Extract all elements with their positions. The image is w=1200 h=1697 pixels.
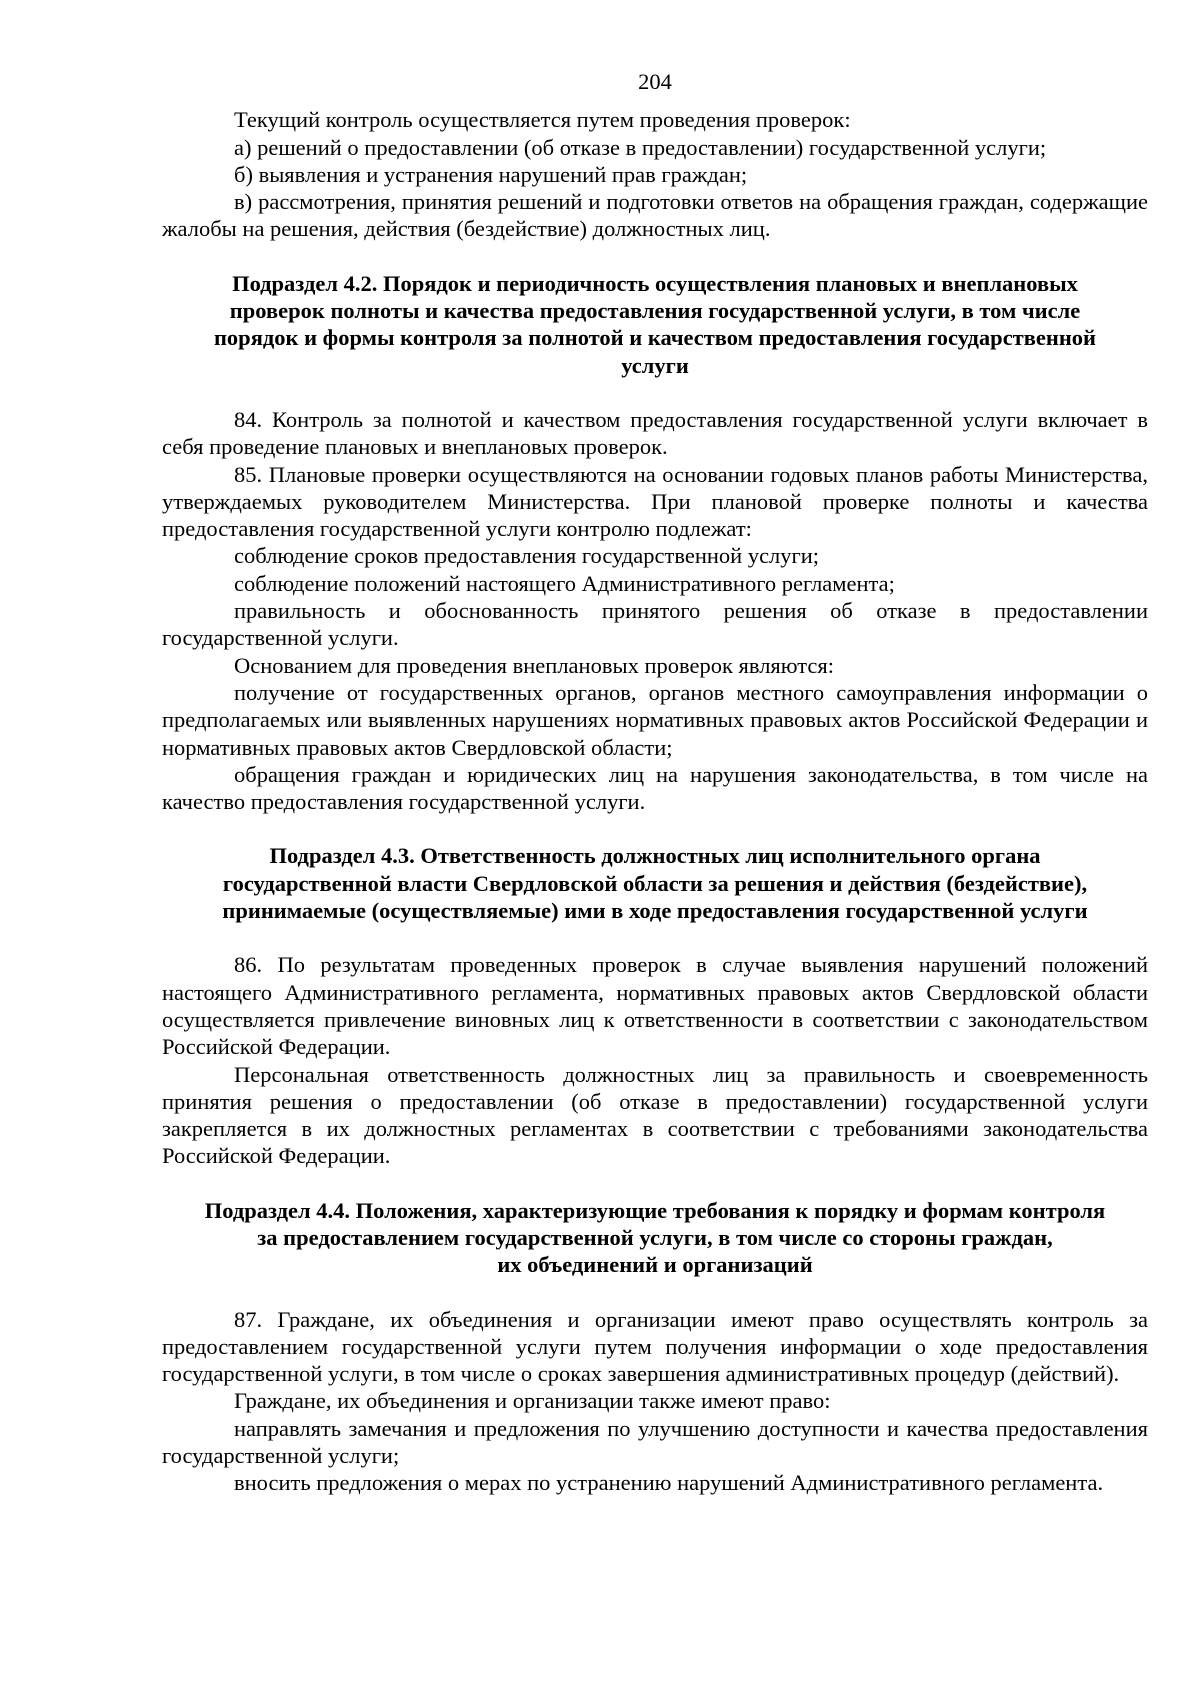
paragraph: 84. Контроль за полнотой и качеством предоставления государственной услуги включает в себя проведение плановых и внеплановых проверок. bbox=[162, 406, 1148, 460]
section-body-4-3 bbox=[162, 951, 1148, 1169]
paragraph: Основанием для проведения внеплановых проверок являются: bbox=[234, 652, 834, 678]
document-page bbox=[162, 68, 1148, 1497]
paragraph: Текущий контроль осуществляется путем проведения проверок: bbox=[234, 107, 851, 133]
heading-line: Подраздел 4.2. Порядок и периодичность осуществления плановых и внеплановых bbox=[232, 270, 1078, 296]
section-body-4-4 bbox=[162, 1306, 1148, 1497]
heading-line: за предоставлением государственной услуги, в том числе со стороны граждан, bbox=[257, 1224, 1053, 1250]
section-heading-4-2 bbox=[162, 270, 1148, 379]
paragraph: 86. По результатам проведенных проверок в случае выявления нарушений положений настоящего Административного регламента, нормативных правовых актов Свердловской области осуществляется привлечение виновных лиц к ответственности в соответствии с законодательством Российской Федерации. bbox=[162, 952, 1148, 1060]
paragraph: Граждане, их объединения и организации также имеют право: bbox=[234, 1388, 831, 1414]
section-heading-4-3 bbox=[162, 842, 1148, 924]
paragraph: вносить предложения о мерах по устранению нарушений Административного регламента. bbox=[234, 1470, 1104, 1496]
paragraph: б) выявления и устранения нарушений прав граждан; bbox=[234, 161, 748, 187]
heading-line: принимаемые (осуществляемые) ими в ходе предоставления государственной услуги bbox=[222, 898, 1088, 924]
paragraph: а) решений о предоставлении (об отказе в предоставлении) государственной услуги; bbox=[234, 134, 1047, 160]
heading-line: порядок и формы контроля за полнотой и качеством предоставления государственной bbox=[213, 325, 1097, 351]
paragraph: Персональная ответственность должностных лиц за правильность и своевременность принятия решения о предоставлении (об отказе в предоставлении) государственной услуги закрепляется в их должностных регламентах в соответствии с требованиями законодательства Российской Федерации. bbox=[162, 1061, 1148, 1169]
paragraph: получение от государственных органов, органов местного самоуправления информации о предполагаемых или выявленных нарушениях нормативных правовых актов Российской Федерации и нормативных правовых актов Свердловской области; bbox=[162, 679, 1148, 760]
paragraph: направлять замечания и предложения по улучшению доступности и качества предоставления государственной услуги; bbox=[162, 1415, 1148, 1469]
paragraph: обращения граждан и юридических лиц на нарушения законодательства, в том числе на качество предоставления государственной услуги. bbox=[162, 761, 1148, 815]
paragraph: правильность и обоснованность принятого решения об отказе в предоставлении государственной услуги. bbox=[162, 598, 1148, 651]
page-number: 204 bbox=[638, 69, 672, 94]
heading-line: государственной власти Свердловской области за решения и действия (бездействие), bbox=[222, 870, 1088, 896]
heading-line: проверок полноты и качества предоставления государственной услуги, в том числе bbox=[229, 298, 1081, 324]
paragraph: соблюдение сроков предоставления государственной услуги; bbox=[234, 543, 820, 569]
paragraph: 85. Плановые проверки осуществляются на основании годовых планов работы Министерства, утверждаемых руководителем Министерства. При плановой проверке полноты и качества предоставления государственной услуги контролю подлежат: bbox=[162, 461, 1148, 542]
paragraph: в) рассмотрения, принятия решений и подготовки ответов на обращения граждан, содержащие жалобы на решения, действия (бездействие) должностных лиц. bbox=[162, 189, 1148, 242]
heading-line: Подраздел 4.3. Ответственность должностных лиц исполнительного органа bbox=[269, 843, 1041, 869]
heading-line: их объединений и организаций bbox=[497, 1252, 813, 1278]
intro-section bbox=[162, 106, 1148, 242]
section-heading-4-4 bbox=[162, 1197, 1148, 1279]
section-body-4-2 bbox=[162, 406, 1148, 815]
paragraph: соблюдение положений настоящего Административного регламента; bbox=[234, 570, 895, 596]
paragraph: 87. Граждане, их объединения и организации имеют право осуществлять контроль за предоставлением государственной услуги путем получения информации о ходе предоставления государственной услуги, в том числе о сроках завершения административных процедур (действий). bbox=[162, 1306, 1148, 1387]
heading-line: услуги bbox=[621, 352, 689, 378]
heading-line: Подраздел 4.4. Положения, характеризующие требования к порядку и формам контроля bbox=[204, 1197, 1106, 1223]
